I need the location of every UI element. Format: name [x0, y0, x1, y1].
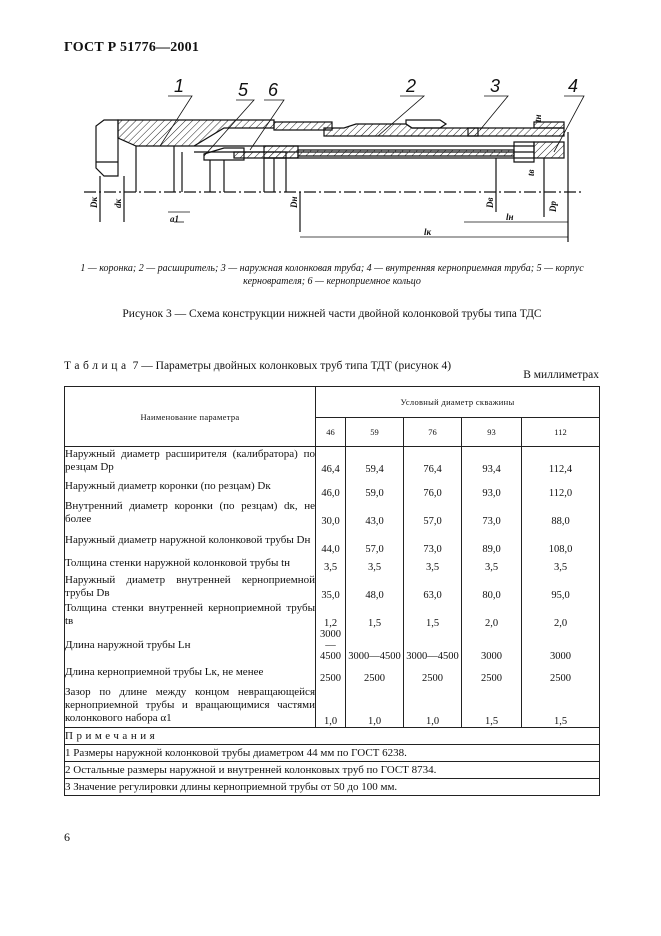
header-diameter: 76 [404, 418, 462, 447]
value-cell: 35,0 [316, 573, 346, 601]
param-name-cell: Наружный диаметр расширителя (калибратора) по резцам Dр [65, 447, 315, 473]
header-diameter: 93 [462, 418, 522, 447]
header-diameter: 59 [346, 418, 404, 447]
table-row [65, 475, 600, 499]
value-cell: 1,5 [522, 684, 600, 728]
callout-6: 6 [268, 80, 279, 100]
value-cell: 63,0 [404, 573, 462, 601]
value-cell: 3000 [462, 629, 522, 662]
param-name-cell: Наружный диаметр коронки (по резцам) Dк [65, 475, 316, 499]
value-cell: 1,0 [346, 684, 404, 728]
table-row [65, 629, 600, 662]
table-units: В миллиметрах [523, 369, 599, 381]
param-name-cell: Внутренний диаметр коронки (по резцам) dк, не более [65, 499, 315, 525]
value-cell: 1,5 [404, 601, 462, 629]
label-Dk: Dк [89, 196, 99, 208]
value-cell: 3000—4500 [404, 629, 462, 662]
value-cell: 3000 [522, 629, 600, 662]
value-cell: 93,0 [462, 475, 522, 499]
value-cell: 112,4 [522, 447, 600, 475]
param-name-cell: Наружный диаметр внутренней керноприемной трубы Dв [65, 573, 315, 599]
value-cell: 2500 [522, 662, 600, 684]
value-cell: 3,5 [404, 555, 462, 573]
table-row [65, 555, 600, 573]
param-name-cell: Зазор по длине между концом невращающейся керноприемной трубы и вращающимися частями колонкового набора α1 [65, 684, 316, 728]
header-diameter-group: Условный диаметр скважины [316, 387, 600, 418]
value-cell: 3000—4500 [346, 629, 404, 662]
note-item: 3 Значение регулировки длины керноприемной трубы от 50 до 100 мм. [65, 779, 600, 796]
figure-legend [64, 262, 600, 288]
param-name-cell: Толщина стенки наружной колонковой трубы tн [65, 555, 316, 573]
legend-line-1: 1 — коронка; 2 — расширитель; 3 — наружная колонковая труба; 4 — внутренняя керноприемная труба; 5 — корпус [80, 263, 584, 274]
value-cell: 48,0 [346, 573, 404, 601]
page-number: 6 [64, 830, 70, 844]
callout-numbers [174, 76, 578, 100]
table-row [65, 601, 600, 629]
label-Dv: Dв [485, 197, 495, 208]
table-title-text: 7 — Параметры двойных колонковых труб типа ТДТ (рисунок 4) [129, 360, 452, 372]
value-cell: 43,0 [346, 499, 404, 527]
callout-3: 3 [490, 76, 501, 96]
table-title [64, 360, 451, 372]
value-cell: 3,5 [346, 555, 404, 573]
label-lk: lк [424, 227, 432, 237]
label-ln: lн [506, 212, 514, 222]
value-cell: 46,4 [316, 447, 346, 475]
table-row [65, 662, 600, 684]
value-cell: 112,0 [522, 475, 600, 499]
table-row [65, 499, 600, 527]
value-cell: 2500 [462, 662, 522, 684]
label-a1: a1 [170, 214, 179, 224]
value-cell: 2,0 [522, 601, 600, 629]
value-cell: 57,0 [404, 499, 462, 527]
value-cell: 3000—4500 [316, 629, 346, 662]
value-cell: 3,5 [316, 555, 346, 573]
note-item: 2 Остальные размеры наружной и внутренней колонковых труб по ГОСТ 8734. [65, 762, 600, 779]
value-cell: 108,0 [522, 527, 600, 555]
legend-line-2: керноврателя; 6 — керноприемное кольцо [243, 276, 421, 287]
label-tv: tв [526, 169, 536, 176]
value-cell: 2500 [316, 662, 346, 684]
value-cell: 44,0 [316, 527, 346, 555]
value-cell: 2500 [404, 662, 462, 684]
value-cell: 1,2 [316, 601, 346, 629]
callout-1: 1 [174, 76, 185, 96]
value-cell: 1,0 [316, 684, 346, 728]
value-cell: 76,0 [404, 475, 462, 499]
value-cell: 73,0 [404, 527, 462, 555]
param-name-cell: Наружный диаметр наружной колонковой трубы Dн [65, 527, 316, 555]
label-Dp: Dр [548, 201, 558, 212]
value-cell: 1,5 [462, 684, 522, 728]
table-row [65, 573, 600, 601]
table-row [65, 527, 600, 555]
document-header: ГОСТ Р 51776—2001 [64, 40, 200, 55]
value-cell: 95,0 [522, 573, 600, 601]
callout-4: 4 [568, 76, 579, 96]
param-name-cell: Длина керноприемной трубы Lк, не менее [65, 662, 316, 684]
value-cell: 2,0 [462, 601, 522, 629]
table-body [65, 447, 600, 728]
value-cell: 46,0 [316, 475, 346, 499]
technical-drawing [64, 72, 600, 262]
value-cell: 93,4 [462, 447, 522, 475]
param-name-cell: Длина наружной трубы Lн [65, 629, 316, 662]
value-cell: 76,4 [404, 447, 462, 475]
figure-caption: Рисунок 3 — Схема конструкции нижней части двойной колонковой трубы типа ТДС [122, 308, 542, 320]
header-param-name: Наименование параметра [65, 387, 316, 447]
label-Dn: Dн [289, 196, 299, 208]
value-cell: 57,0 [346, 527, 404, 555]
table-title-prefix: Таблица [64, 360, 130, 372]
label-tn: tн [533, 114, 543, 122]
callout-5: 5 [238, 80, 249, 100]
value-cell: 1,5 [346, 601, 404, 629]
value-cell: 1,0 [404, 684, 462, 728]
callout-2: 2 [406, 76, 417, 96]
param-name-cell: Толщина стенки внутренней керноприемной трубы tв [65, 601, 315, 627]
value-cell: 89,0 [462, 527, 522, 555]
header-diameter: 112 [522, 418, 600, 447]
table-row [65, 447, 600, 475]
note-item: 1 Размеры наружной колонковой трубы диаметром 44 мм по ГОСТ 6238. [65, 745, 600, 762]
label-dk: dк [113, 198, 123, 208]
table-row [65, 684, 600, 728]
value-cell: 2500 [346, 662, 404, 684]
value-cell: 3,5 [462, 555, 522, 573]
value-cell: 59,4 [346, 447, 404, 475]
notes-header: Примечания [65, 728, 600, 745]
value-cell: 30,0 [316, 499, 346, 527]
parameters-table [64, 386, 600, 796]
value-cell: 80,0 [462, 573, 522, 601]
value-cell: 59,0 [346, 475, 404, 499]
header-diameter: 46 [316, 418, 346, 447]
value-cell: 88,0 [522, 499, 600, 527]
value-cell: 3,5 [522, 555, 600, 573]
table-notes [65, 728, 600, 796]
value-cell: 73,0 [462, 499, 522, 527]
